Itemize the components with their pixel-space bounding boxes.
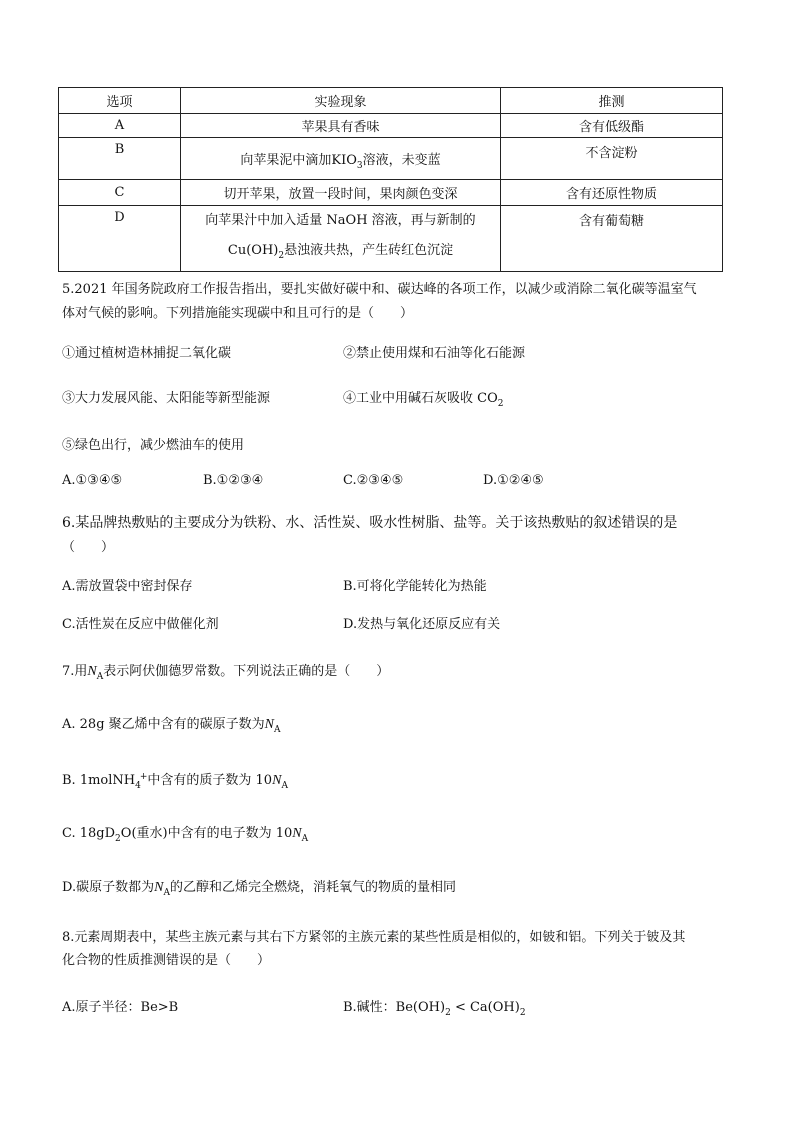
q7-option-a bbox=[62, 713, 281, 733]
q7-option-d-post: 的乙醇和乙烯完全燃烧，消耗氧气的物质的量相同 bbox=[169, 880, 456, 895]
q8-option-b-sub2: 2 bbox=[519, 1008, 526, 1018]
q6-option-a: A.需放置袋中密封保存 bbox=[62, 579, 193, 594]
header-option: 选项 bbox=[59, 88, 181, 114]
q5-option-c: C.②③④⑤ bbox=[343, 473, 404, 488]
q5-stem-line1: 5.2021 年国务院政府工作报告指出，要扎实做好碳中和、碳达峰的各项工作，以减少或消除二氧化碳等温室气 bbox=[62, 282, 697, 297]
experiment-table bbox=[58, 87, 723, 272]
q5-option-a: A.①③④⑤ bbox=[62, 473, 123, 488]
row-c-inference: 含有还原性物质 bbox=[501, 180, 723, 206]
row-b-option: B bbox=[59, 138, 181, 180]
q7-option-a-na-sub: A bbox=[274, 725, 281, 735]
row-b-phenomenon-sub: 3 bbox=[356, 161, 363, 171]
q7-option-d bbox=[62, 876, 456, 896]
row-b-phenomenon-pre: 向苹果泥中滴加KIO bbox=[240, 153, 357, 168]
q7-option-c bbox=[62, 822, 308, 842]
q6-stem-line2: （ ） bbox=[62, 540, 115, 555]
q7-option-b-mid: 中含有的质子数为 10 bbox=[147, 773, 273, 788]
row-b-phenomenon bbox=[181, 138, 501, 180]
q7-stem-post: 表示阿伏伽德罗常数。下列说法正确的是（ ） bbox=[103, 664, 390, 679]
header-inference: 推测 bbox=[501, 88, 723, 114]
q7-option-c-pre: C. 18gD bbox=[62, 826, 116, 841]
row-d-phenomenon-line2-sub: 2 bbox=[278, 251, 285, 261]
q6-option-c: C.活性炭在反应中做催化剂 bbox=[62, 617, 219, 632]
row-d-option: D bbox=[59, 206, 181, 272]
table-row bbox=[59, 114, 723, 138]
q7-stem-pre: 7.用 bbox=[62, 664, 88, 679]
row-d-phenomenon-line1: 向苹果汁中加入适量 NaOH 溶液，再与新制的 bbox=[205, 213, 476, 228]
q5-item-4 bbox=[343, 387, 504, 409]
q8-option-b-pre: B.碱性：Be(OH) bbox=[343, 1000, 446, 1015]
q5-item-1: ①通过植树造林捕捉二氧化碳 bbox=[62, 346, 232, 361]
row-a-inference: 含有低级酯 bbox=[501, 114, 723, 138]
row-b-inference: 不含淀粉 bbox=[501, 138, 723, 180]
header-phenomenon: 实验现象 bbox=[181, 88, 501, 114]
q7-option-a-text: A. 28g 聚乙烯中含有的碳原子数为 bbox=[62, 717, 265, 732]
q5-item-4-pre: ④工业中用碱石灰吸收 CO bbox=[343, 391, 498, 406]
q5-option-d: D.①②④⑤ bbox=[483, 473, 544, 488]
table-row bbox=[59, 138, 723, 180]
q7-option-b-na: N bbox=[272, 773, 282, 788]
table-row bbox=[59, 180, 723, 206]
q7-option-b bbox=[62, 769, 288, 789]
row-d-phenomenon bbox=[181, 206, 501, 272]
q7-option-d-pre: D.碳原子数都为 bbox=[62, 880, 155, 895]
q7-option-d-na-sub: A bbox=[163, 888, 170, 898]
q5-item-3: ③大力发展风能、太阳能等新型能源 bbox=[62, 391, 271, 406]
q6-stem-line1: 6.某品牌热敷贴的主要成分为铁粉、水、活性炭、吸水性树脂、盐等。关于该热敷贴的叙述错误的是 bbox=[62, 515, 678, 531]
row-b-phenomenon-post: 溶液，未变蓝 bbox=[362, 153, 441, 168]
row-a-option: A bbox=[59, 114, 181, 138]
row-d-inference: 含有葡萄糖 bbox=[501, 206, 723, 272]
row-c-option: C bbox=[59, 180, 181, 206]
row-d-phenomenon-line2-post: 悬浊液共热，产生砖红色沉淀 bbox=[284, 243, 454, 258]
q7-option-b-sup: + bbox=[139, 772, 148, 782]
q5-item-4-sub: 2 bbox=[497, 399, 504, 409]
row-d-phenomenon-line2-pre: Cu(OH) bbox=[227, 243, 279, 258]
q7-option-c-sub: 2 bbox=[115, 834, 121, 844]
q7-option-b-pre: B. 1molNH bbox=[62, 773, 136, 788]
q8-option-b bbox=[343, 996, 526, 1018]
row-a-phenomenon: 苹果具有香味 bbox=[181, 114, 501, 138]
q5-option-b: B.①②③④ bbox=[203, 473, 264, 488]
q7-option-b-na-sub: A bbox=[281, 781, 288, 791]
q7-option-a-na: N bbox=[264, 717, 274, 732]
q7-na-symbol: N bbox=[87, 664, 97, 679]
q7-option-c-na: N bbox=[292, 826, 302, 841]
row-c-phenomenon: 切开苹果，放置一段时间，果肉颜色变深 bbox=[181, 180, 501, 206]
q5-item-2: ②禁止使用煤和石油等化石能源 bbox=[343, 346, 526, 361]
q8-option-a: A.原子半径：Be>B bbox=[62, 1000, 179, 1015]
q8-stem-line1: 8.元素周期表中，某些主族元素与其右下方紧邻的主族元素的某些性质是相似的，如铍和铝。下列关于铍及其 bbox=[62, 930, 686, 945]
q7-na-sub: A bbox=[96, 672, 104, 682]
q7-option-d-na: N bbox=[154, 880, 164, 895]
q8-option-b-sub1: 2 bbox=[445, 1008, 451, 1018]
q8-stem-line2: 化合物的性质推测错误的是（ ） bbox=[62, 953, 271, 968]
q7-stem bbox=[62, 660, 389, 680]
q7-option-b-sub: 4 bbox=[135, 781, 141, 791]
q6-option-d: D.发热与氧化还原反应有关 bbox=[343, 617, 501, 632]
table-header-row bbox=[59, 88, 723, 114]
q7-option-c-na-sub: A bbox=[301, 834, 309, 844]
q8-option-b-mid: < Ca(OH) bbox=[450, 1000, 520, 1015]
q5-item-5: ⑤绿色出行，减少燃油车的使用 bbox=[62, 438, 245, 453]
row-d-phenomenon-line2 bbox=[185, 236, 496, 267]
q5-stem-line2: 体对气候的影响。下列措施能实现碳中和且可行的是（ ） bbox=[62, 306, 414, 321]
q6-option-b: B.可将化学能转化为热能 bbox=[343, 579, 487, 594]
table-row bbox=[59, 206, 723, 272]
q7-option-c-mid: O(重水)中含有的电子数为 10 bbox=[120, 826, 293, 841]
